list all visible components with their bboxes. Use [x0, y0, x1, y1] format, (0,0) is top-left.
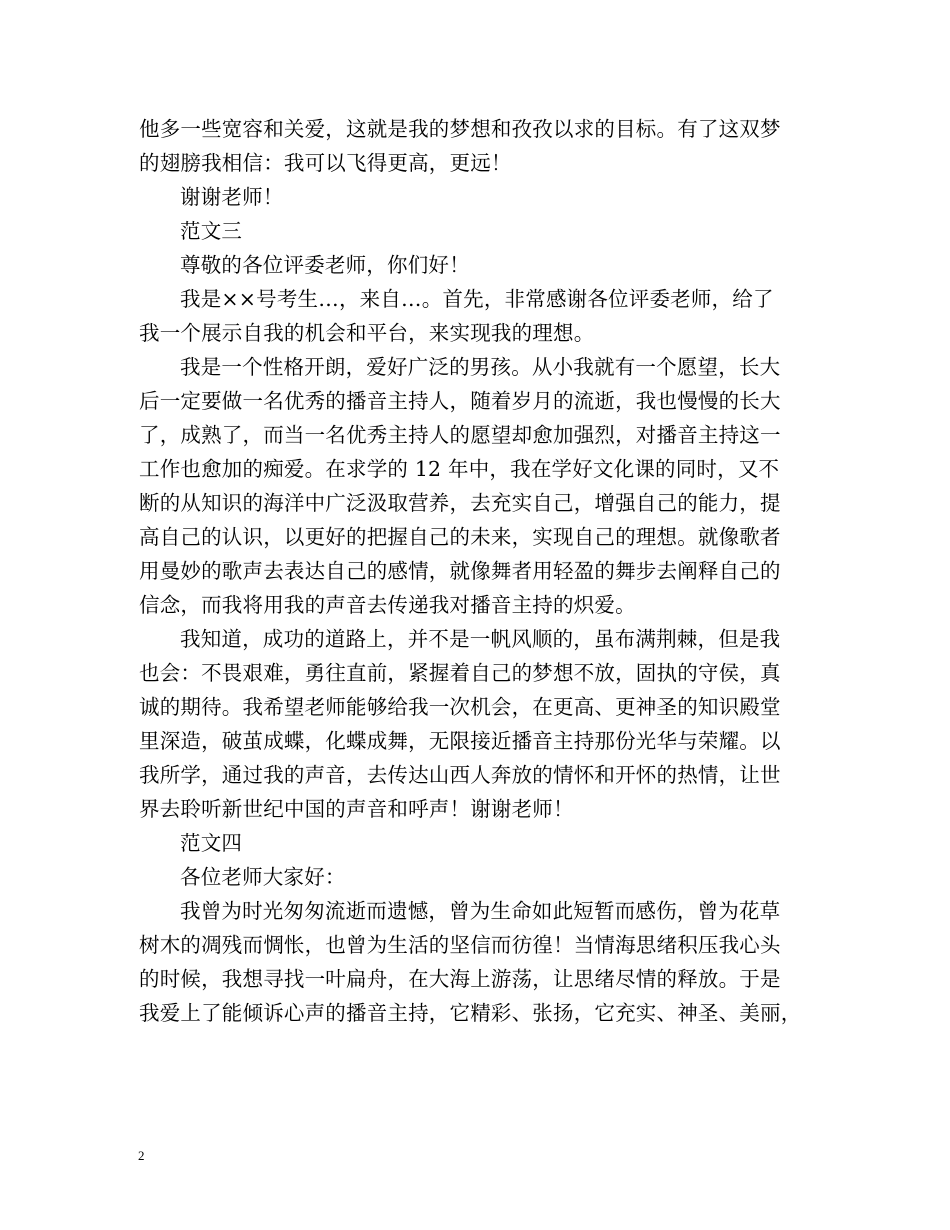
text-line: 范文四	[180, 831, 243, 855]
text-line: 界去聆听新世纪中国的声音和呼声！谢谢老师！	[139, 797, 574, 821]
page-number: 2	[138, 1148, 145, 1163]
text-line: 诚的期待。我希望老师能够给我一次机会，在更高、更神圣的知识殿堂	[139, 695, 781, 719]
text-line: 尊敬的各位评委老师，你们好！	[180, 253, 470, 277]
text-line: 谢谢老师！	[180, 185, 284, 209]
text-line: 高自己的认识，以更好的把握自己的未来，实现自己的理想。就像歌者	[139, 525, 781, 549]
text-line: 的时候，我想寻找一叶扁舟，在大海上游荡，让思绪尽情的释放。于是	[139, 967, 781, 991]
text-line: 我一个展示自我的机会和平台，来实现我的理想。	[139, 321, 595, 345]
text-line: 我是一个性格开朗，爱好广泛的男孩。从小我就有一个愿望，长大	[180, 355, 781, 379]
text-line: 后一定要做一名优秀的播音主持人，随着岁月的流逝，我也慢慢的长大	[139, 389, 781, 413]
text-line: 信念，而我将用我的声音去传递我对播音主持的炽爱。	[139, 593, 636, 617]
text-line: 范文三	[180, 219, 243, 243]
text-line: 我曾为时光匆匆流逝而遗憾，曾为生命如此短暂而感伤，曾为花草	[180, 899, 781, 923]
text-line: 各位老师大家好：	[180, 865, 346, 889]
text-line: 我是××号考生…，来自…。首先，非常感谢各位评委老师，给了	[180, 287, 774, 311]
text-line: 树木的凋残而惆怅，也曾为生活的坚信而彷徨！当情海思绪积压我心头	[139, 933, 781, 957]
text-line: 了，成熟了，而当一名优秀主持人的愿望却愈加强烈，对播音主持这一	[139, 423, 781, 447]
text-line: 的翅膀我相信：我可以飞得更高，更远！	[139, 151, 512, 175]
text-line: 我知道，成功的道路上，并不是一帆风顺的，虽布满荆棘，但是我	[180, 627, 781, 651]
text-line: 他多一些宽容和关爱，这就是我的梦想和孜孜以求的目标。有了这双梦	[139, 117, 781, 141]
text-line: 断的从知识的海洋中广泛汲取营养，去充实自己，增强自己的能力，提	[139, 491, 781, 515]
text-line: 工作也愈加的痴爱。在求学的 12 年中，我在学好文化课的同时，又不	[139, 457, 780, 481]
text-line: 用曼妙的歌声去表达自己的感情，就像舞者用轻盈的舞步去阐释自己的	[139, 559, 781, 583]
text-line: 我爱上了能倾诉心声的播音主持，它精彩、张扬，它充实、神圣、美丽，	[139, 1001, 802, 1025]
text-line: 我所学，通过我的声音，去传达山西人奔放的情怀和开怀的热情，让世	[139, 763, 781, 787]
text-line: 也会：不畏艰难，勇往直前，紧握着自己的梦想不放，固执的守侯，真	[139, 661, 781, 685]
text-line: 里深造，破茧成蝶，化蝶成舞，无限接近播音主持那份光华与荣耀。以	[139, 729, 781, 753]
document-body	[139, 112, 819, 1030]
